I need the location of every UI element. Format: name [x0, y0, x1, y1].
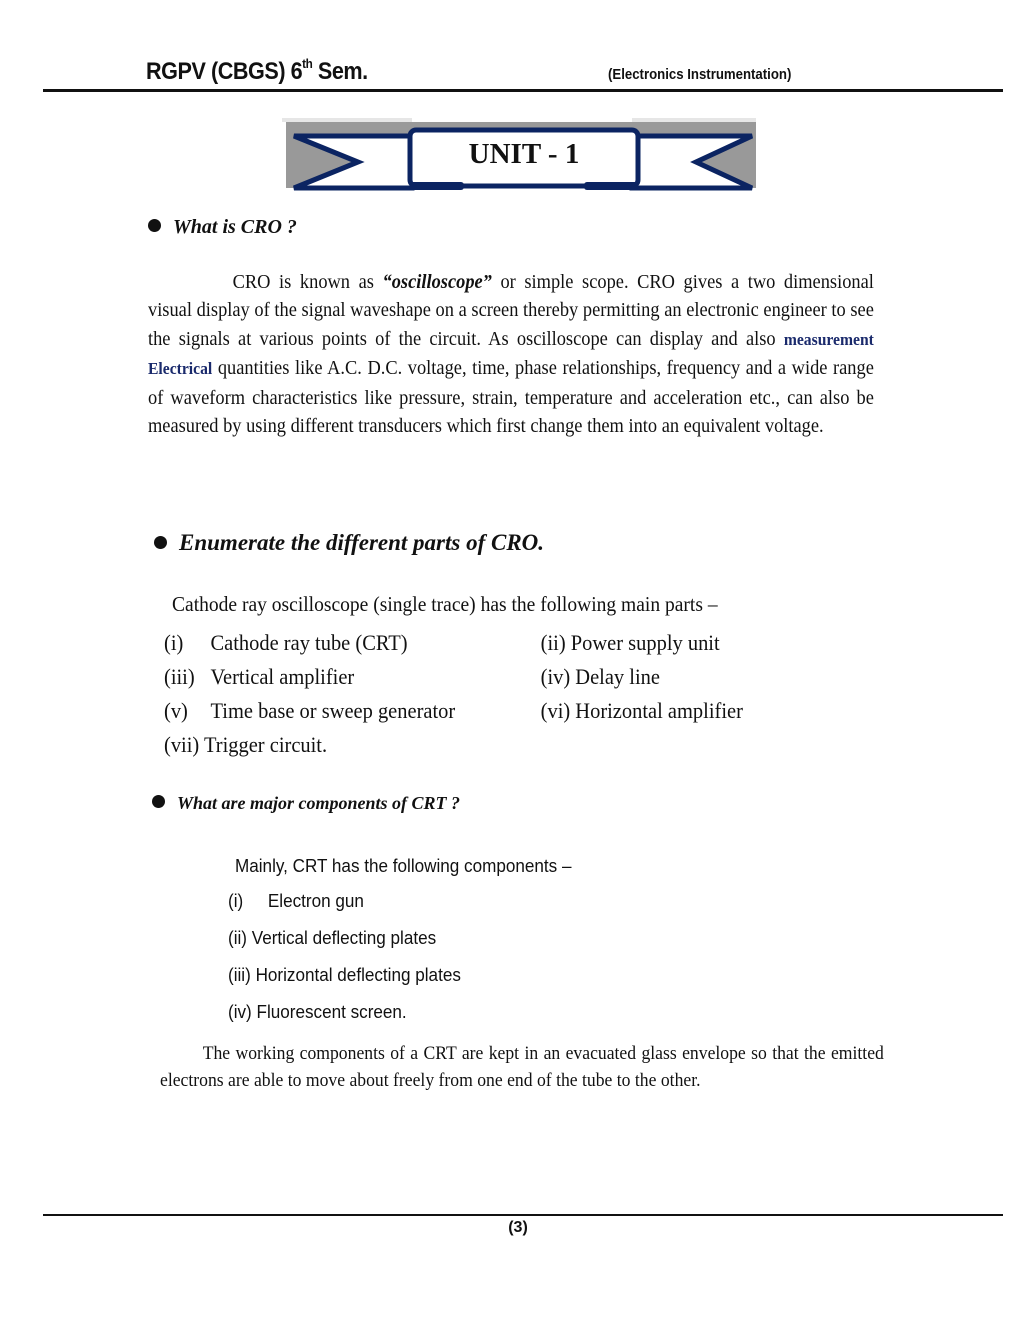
list-item [541, 630, 720, 656]
list-item [164, 698, 541, 724]
highlighted-phrase: measurement Electrical [148, 329, 874, 379]
item-number: (vii) [164, 732, 200, 757]
item-label: Cathode ray tube (CRT) [210, 630, 408, 655]
question-text: What is CRO ? [173, 216, 297, 238]
question-text: Enumerate the different parts of CRO. [179, 530, 545, 555]
list-item [228, 997, 461, 1034]
item-number: (i) [164, 630, 184, 655]
item-number: (iv) [540, 664, 571, 689]
crt-components-list [228, 886, 461, 1034]
question-what-is-cro [148, 216, 297, 239]
item-label: Time base or sweep generator [210, 698, 456, 723]
list-item [228, 960, 461, 997]
list-item [541, 664, 660, 690]
paragraph-text: The working components of a CRT are kept in an evacuated glass envelope so that the emitted electrons are able to move about freely from one end of the tube to the other. [160, 1043, 884, 1091]
bullet-icon [148, 219, 161, 232]
item-number: (iii) [164, 664, 195, 689]
footer-divider [43, 1214, 1003, 1216]
item-number: (ii) [228, 928, 247, 948]
term-oscilloscope: “oscilloscope” [382, 271, 492, 293]
list-item [228, 886, 461, 923]
bullet-icon [152, 795, 165, 808]
header-divider [43, 89, 1003, 92]
item-label: Electron gun [267, 891, 364, 911]
item-label: Horizontal amplifier [575, 698, 743, 723]
course-superscript: th [302, 56, 313, 71]
question-crt-components [152, 793, 460, 814]
item-number: (i) [228, 891, 244, 911]
parts-intro: Cathode ray oscilloscope (single trace) has the following main parts – [172, 592, 718, 616]
course-header [146, 56, 368, 86]
item-label: Horizontal deflecting plates [255, 965, 461, 985]
item-label: Delay line [575, 664, 660, 689]
list-item [164, 664, 541, 690]
list-row [164, 694, 815, 728]
item-label: Vertical amplifier [210, 664, 355, 689]
item-number: (v) [164, 698, 188, 723]
cro-parts-list [164, 626, 815, 762]
cro-definition-paragraph [148, 268, 874, 440]
bullet-icon [154, 536, 167, 549]
list-row [164, 626, 815, 660]
components-intro: Mainly, CRT has the following components – [235, 856, 572, 876]
item-number: (iv) [228, 1002, 252, 1022]
paragraph-text: CRO is known as [232, 271, 383, 293]
subject-header: (Electronics Instrumentation) [608, 66, 792, 83]
item-label: Trigger circuit. [203, 732, 328, 757]
unit-title: UNIT - 1 [468, 138, 580, 170]
crt-envelope-paragraph [160, 1040, 884, 1094]
list-row [164, 728, 815, 762]
item-number: (iii) [228, 965, 251, 985]
list-item [228, 923, 461, 960]
question-text: What are major components of CRT ? [177, 793, 461, 813]
course-name: RGPV (CBGS) 6 [146, 58, 303, 85]
item-label: Fluorescent screen. [256, 1002, 407, 1022]
list-item [164, 732, 541, 758]
page-number: (3) [508, 1219, 528, 1236]
course-suffix: Sem. [312, 58, 368, 85]
item-label: Power supply unit [570, 630, 720, 655]
item-number: (ii) [540, 630, 566, 655]
list-row [164, 660, 815, 694]
item-label: Vertical deflecting plates [251, 928, 437, 948]
item-number: (vi) [540, 698, 571, 723]
paragraph-text: quantities like A.C. D.C. voltage, time, phase relationships, frequency and a wide range of waveform characteristics like pressure, strain, temperature and acceleration etc., can also be measured by using different transducers which first change them into an equivalent voltage. [148, 357, 874, 438]
list-item [164, 630, 541, 656]
list-item [541, 698, 743, 724]
question-parts-of-cro [154, 530, 544, 556]
paragraph-text: or simple scope. CRO gives a two dimensional visual display of the signal waveshape on a screen thereby permitting an electronic engineer to see the signals at various points of the circuit. As oscilloscope can display and also [148, 271, 874, 350]
